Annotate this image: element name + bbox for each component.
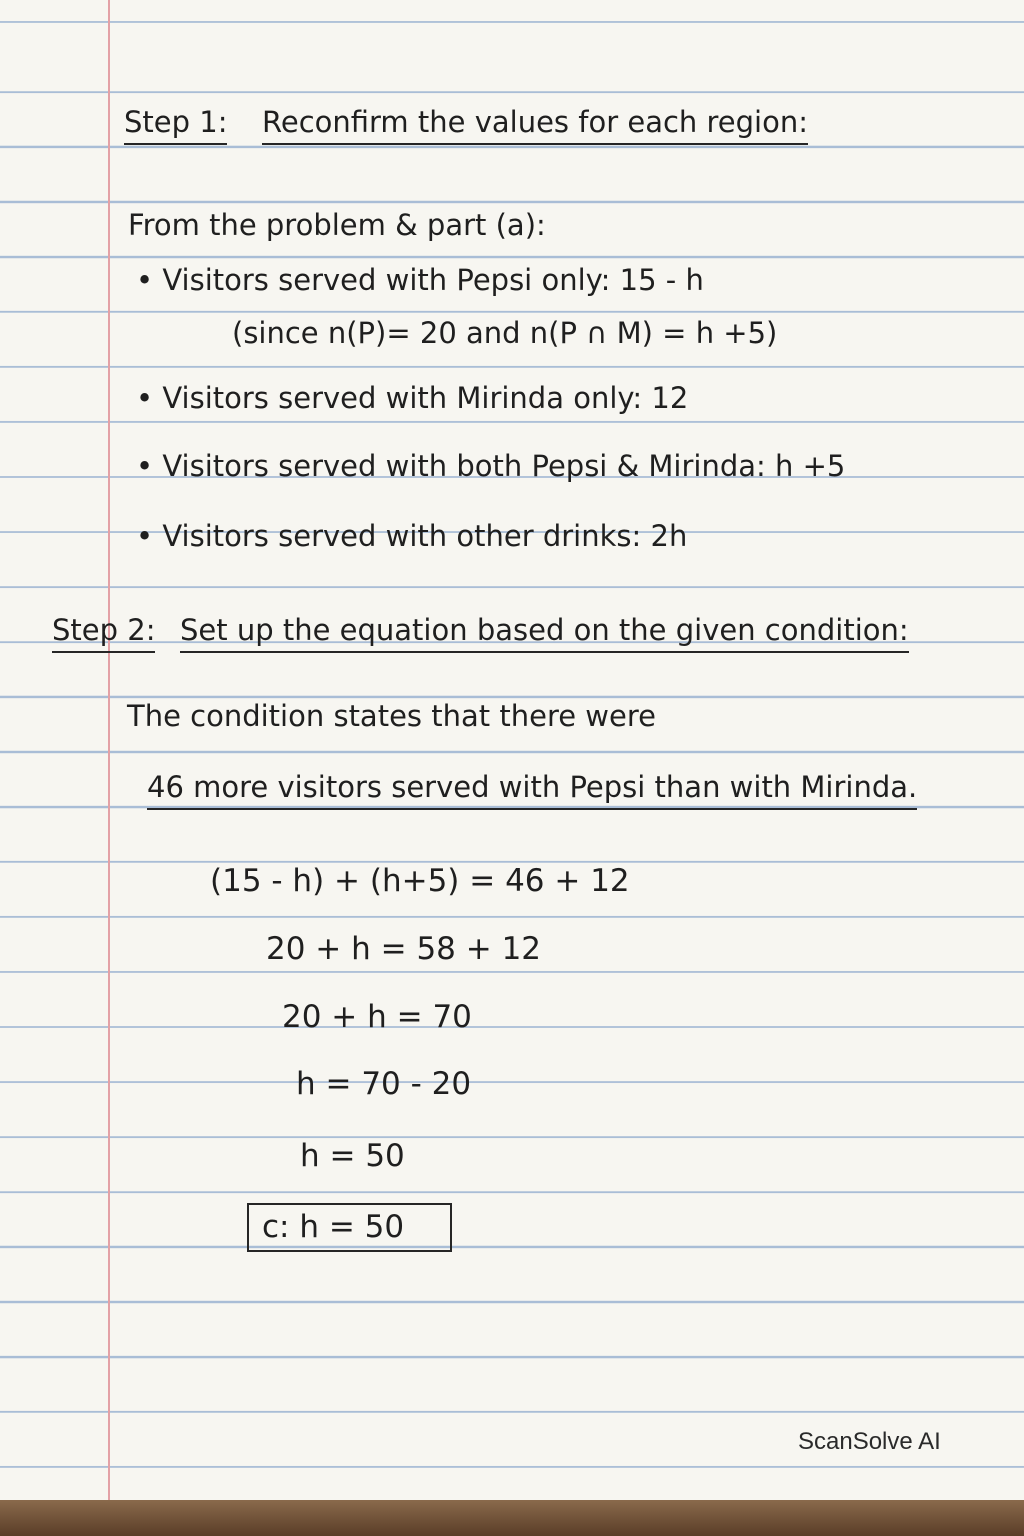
- equation-4: h = 70 - 20: [296, 1066, 472, 1102]
- step1-intro: From the problem & part (a):: [128, 208, 546, 242]
- condition-line-2: 46 more visitors served with Pepsi than with Mirinda.: [147, 773, 917, 810]
- step1-heading: Reconfirm the values for each region:: [262, 108, 808, 145]
- brand-watermark: ScanSolve AI: [798, 1428, 941, 1455]
- desk-surface: [0, 1500, 1024, 1536]
- step2-label: Step 2:: [52, 616, 155, 653]
- bullet-other-drinks: • Visitors served with other drinks: 2h: [136, 519, 688, 553]
- bullet-pepsi-note: (since n(P)= 20 and n(P ∩ M) = h +5): [232, 316, 778, 350]
- bullet-mirinda-only: • Visitors served with Mirinda only: 12: [136, 381, 689, 415]
- bullet-pepsi-only: • Visitors served with Pepsi only: 15 - h: [136, 263, 704, 297]
- bullet-text: Visitors served with Pepsi only: 15 - h: [162, 263, 704, 297]
- condition-line-1: The condition states that there were: [127, 699, 656, 733]
- bullet-text: Visitors served with both Pepsi & Mirinda: h +5: [162, 449, 846, 483]
- bullet-both: • Visitors served with both Pepsi & Mirinda: h +5: [136, 449, 846, 483]
- equation-5: h = 50: [300, 1138, 405, 1174]
- equation-3: 20 + h = 70: [282, 999, 472, 1035]
- step1-label: Step 1:: [124, 108, 227, 145]
- bullet-text: Visitors served with other drinks: 2h: [162, 519, 688, 553]
- margin-line: [108, 0, 110, 1500]
- equation-2: 20 + h = 58 + 12: [266, 931, 542, 967]
- bullet-text: Visitors served with Mirinda only: 12: [162, 381, 689, 415]
- equation-1: (15 - h) + (h+5) = 46 + 12: [210, 863, 630, 899]
- step2-heading: Set up the equation based on the given condition:: [180, 616, 909, 653]
- final-answer: c: h = 50: [262, 1209, 405, 1245]
